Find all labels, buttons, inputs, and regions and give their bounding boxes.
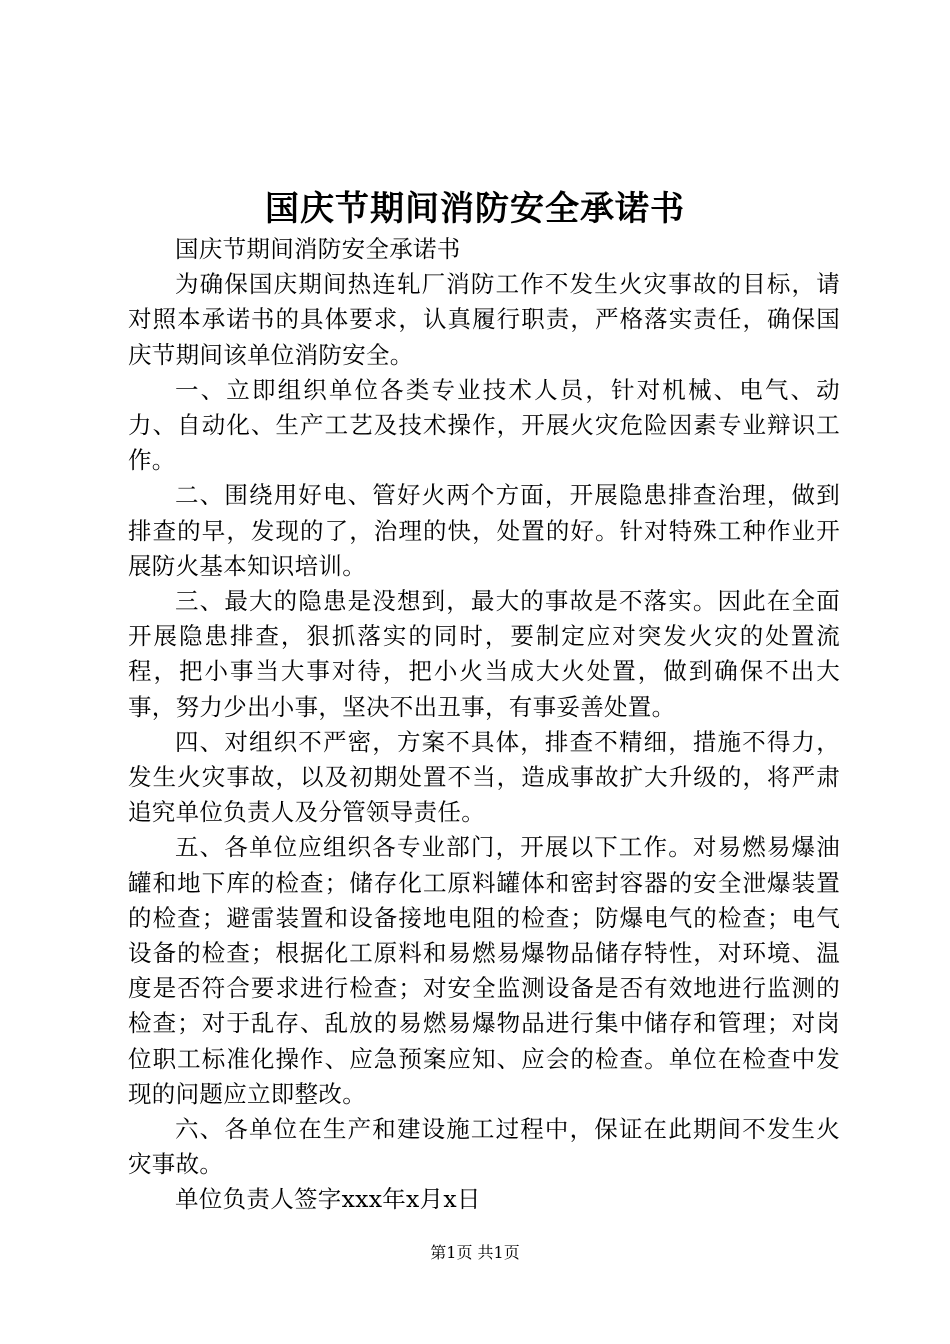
paragraph-intro: 为确保国庆期间热连轧厂消防工作不发生火灾事故的目标，请对照本承诺书的具体要求，认真履行职责，严格落实责任，确保国庆节期间该单位消防安全。 [128, 270, 840, 369]
paragraph-item-5: 五、各单位应组织各专业部门，开展以下工作。对易燃易爆油罐和地下库的检查；储存化工原料罐体和密封容器的安全泄爆装置的检查；避雷装置和设备接地电阻的检查；防爆电气的检查；电气设备的检查；根据化工原料和易燃易爆物品储存特性，对环境、温度是否符合要求进行检查；对安全监测设备是否有效地进行监测的检查；对于乱存、乱放的易燃易爆物品进行集中储存和管理；对岗位职工标准化操作、应急预案应知、应会的检查。单位在检查中发现的问题应立即整改。 [128, 833, 840, 1108]
page-number-footer: 第1页 共1页 [430, 1243, 520, 1262]
paragraph-item-4: 四、对组织不严密，方案不具体，排查不精细，措施不得力，发生火灾事故，以及初期处置不当，造成事故扩大升级的，将严肃追究单位负责人及分管领导责任。 [128, 727, 840, 827]
paragraph-item-3: 三、最大的隐患是没想到，最大的事故是不落实。因此在全面开展隐患排查，狠抓落实的同时，要制定应对突发火灾的处置流程，把小事当大事对待，把小火当成大火处置，做到确保不出大事，努力少出小事，坚决不出丑事，有事妥善处置。 [128, 587, 840, 721]
document-title: 国庆节期间消防安全承诺书 [265, 189, 685, 229]
signature-line: 单位负责人签字xxx年x月x日 [175, 1185, 481, 1214]
paragraph-heading-repeat: 国庆节期间消防安全承诺书 [175, 235, 461, 263]
paragraph-item-2: 二、围绕用好电、管好火两个方面，开展隐患排查治理，做到排查的早，发现的了，治理的快，处置的好。针对特殊工种作业开展防火基本知识培训。 [128, 481, 840, 580]
paragraph-item-6: 六、各单位在生产和建设施工过程中，保证在此期间不发生火灾事故。 [128, 1115, 840, 1179]
paragraph-item-1: 一、立即组织单位各类专业技术人员，针对机械、电气、动力、自动化、生产工艺及技术操作，开展火灾危险因素专业辩识工作。 [128, 375, 840, 475]
document-body [128, 232, 840, 1218]
